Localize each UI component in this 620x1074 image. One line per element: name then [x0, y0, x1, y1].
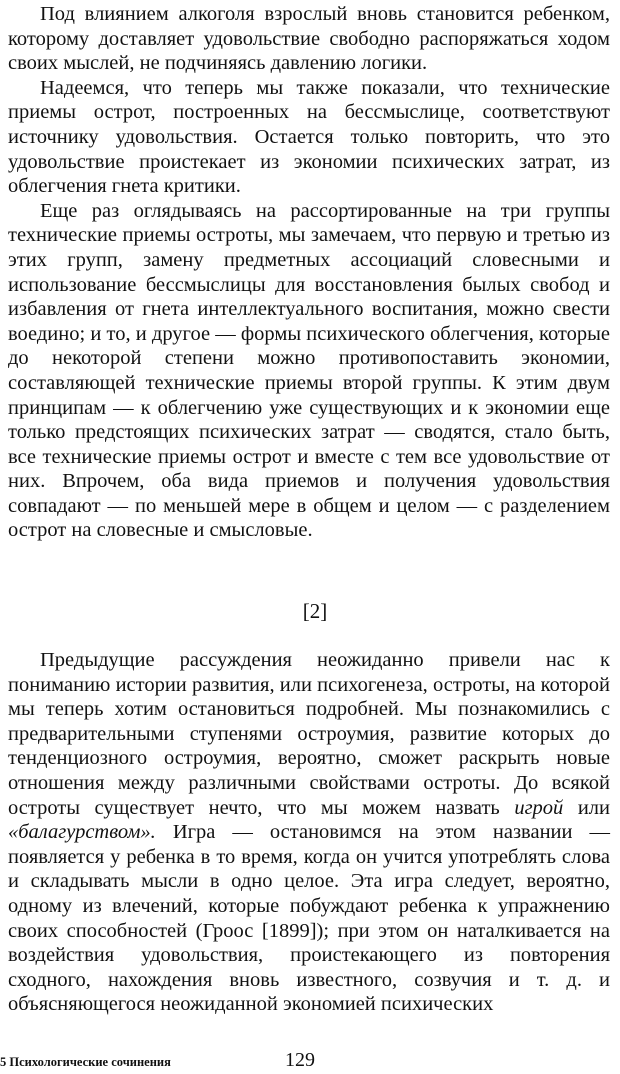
section-heading: [2]	[302, 599, 328, 623]
paragraph-text: Игра — остановимся на этом названии — появляется у ребенка в то время, когда он учится употреблять слова и складывать мысли в одно целое. Эта игра следует, вероятно, одному из влечений, которые побуждают ребенка к упражнению своих способностей (Гроос [1899]); при этом он наталкивается на воздействия удовольствия, проистекающего из повторения сходного, нахождения вновь известного, созвучия и т. д. и объясняющегося неожиданной экономией психических	[8, 821, 610, 1016]
text-section-2	[8, 648, 610, 1017]
page-number: 129	[285, 1049, 315, 1071]
italic-term: игрой	[514, 796, 564, 819]
paragraph-text: или	[563, 796, 611, 819]
paragraph: Еще раз оглядываясь на рассортированные на три группы технические приемы остроты, мы замечаем, что первую и третью из этих групп, замену предметных ассоциаций словесными и использование бессмыслицы для восстановления былых свобод и избавления от гнета интеллектуального воспитания, можно свести воедино; и то, и другое — формы психического облегчения, которые до некоторой степени можно противопоставить экономии, составляющей технические приемы второй группы. К этим двум принципам — к облегчению уже существующих и к экономии еще только предстоящих психических затрат — сводятся, стало быть, все технические приемы острот и вместе с тем все удовольствие от них. Впрочем, оба вида приемов и получения удовольствия совпадают — по меньшей мере в общем и целом — с разделением острот на словесные и смысловые.	[8, 199, 610, 542]
footer-signature: 5 Психологические сочинения	[0, 1055, 171, 1069]
paragraph: Надеемся, что теперь мы также показали, что технические приемы острот, построенных на бессмыслице, соответствуют источнику удовольствия. Остается только повторить, что это удовольствие проистекает из экономии психических затрат, из облегчения гнета критики.	[8, 76, 610, 198]
text-section-1	[8, 2, 610, 543]
paragraph: Под влиянием алкоголя взрослый вновь становится ребенком, которому доставляет удовольствие свободно распоряжаться ходом своих мыслей, не подчиняясь давлению логики.	[8, 3, 610, 75]
paragraph	[8, 648, 610, 1017]
paragraph-text: Предыдущие рассуждения неожиданно привели нас к пониманию истории развития, или психогенеза, остроты, на которой мы теперь хотим остановиться подробней. Мы познакомились с предварительными ступенями остроумия, развитие которых до тенденциозного остроумия, вероятно, сможет раскрыть новые отношения между различными свойствами остроты. До всякой остроты существует нечто, что мы можем назвать	[8, 649, 610, 819]
italic-term: «балагурством».	[8, 821, 156, 844]
